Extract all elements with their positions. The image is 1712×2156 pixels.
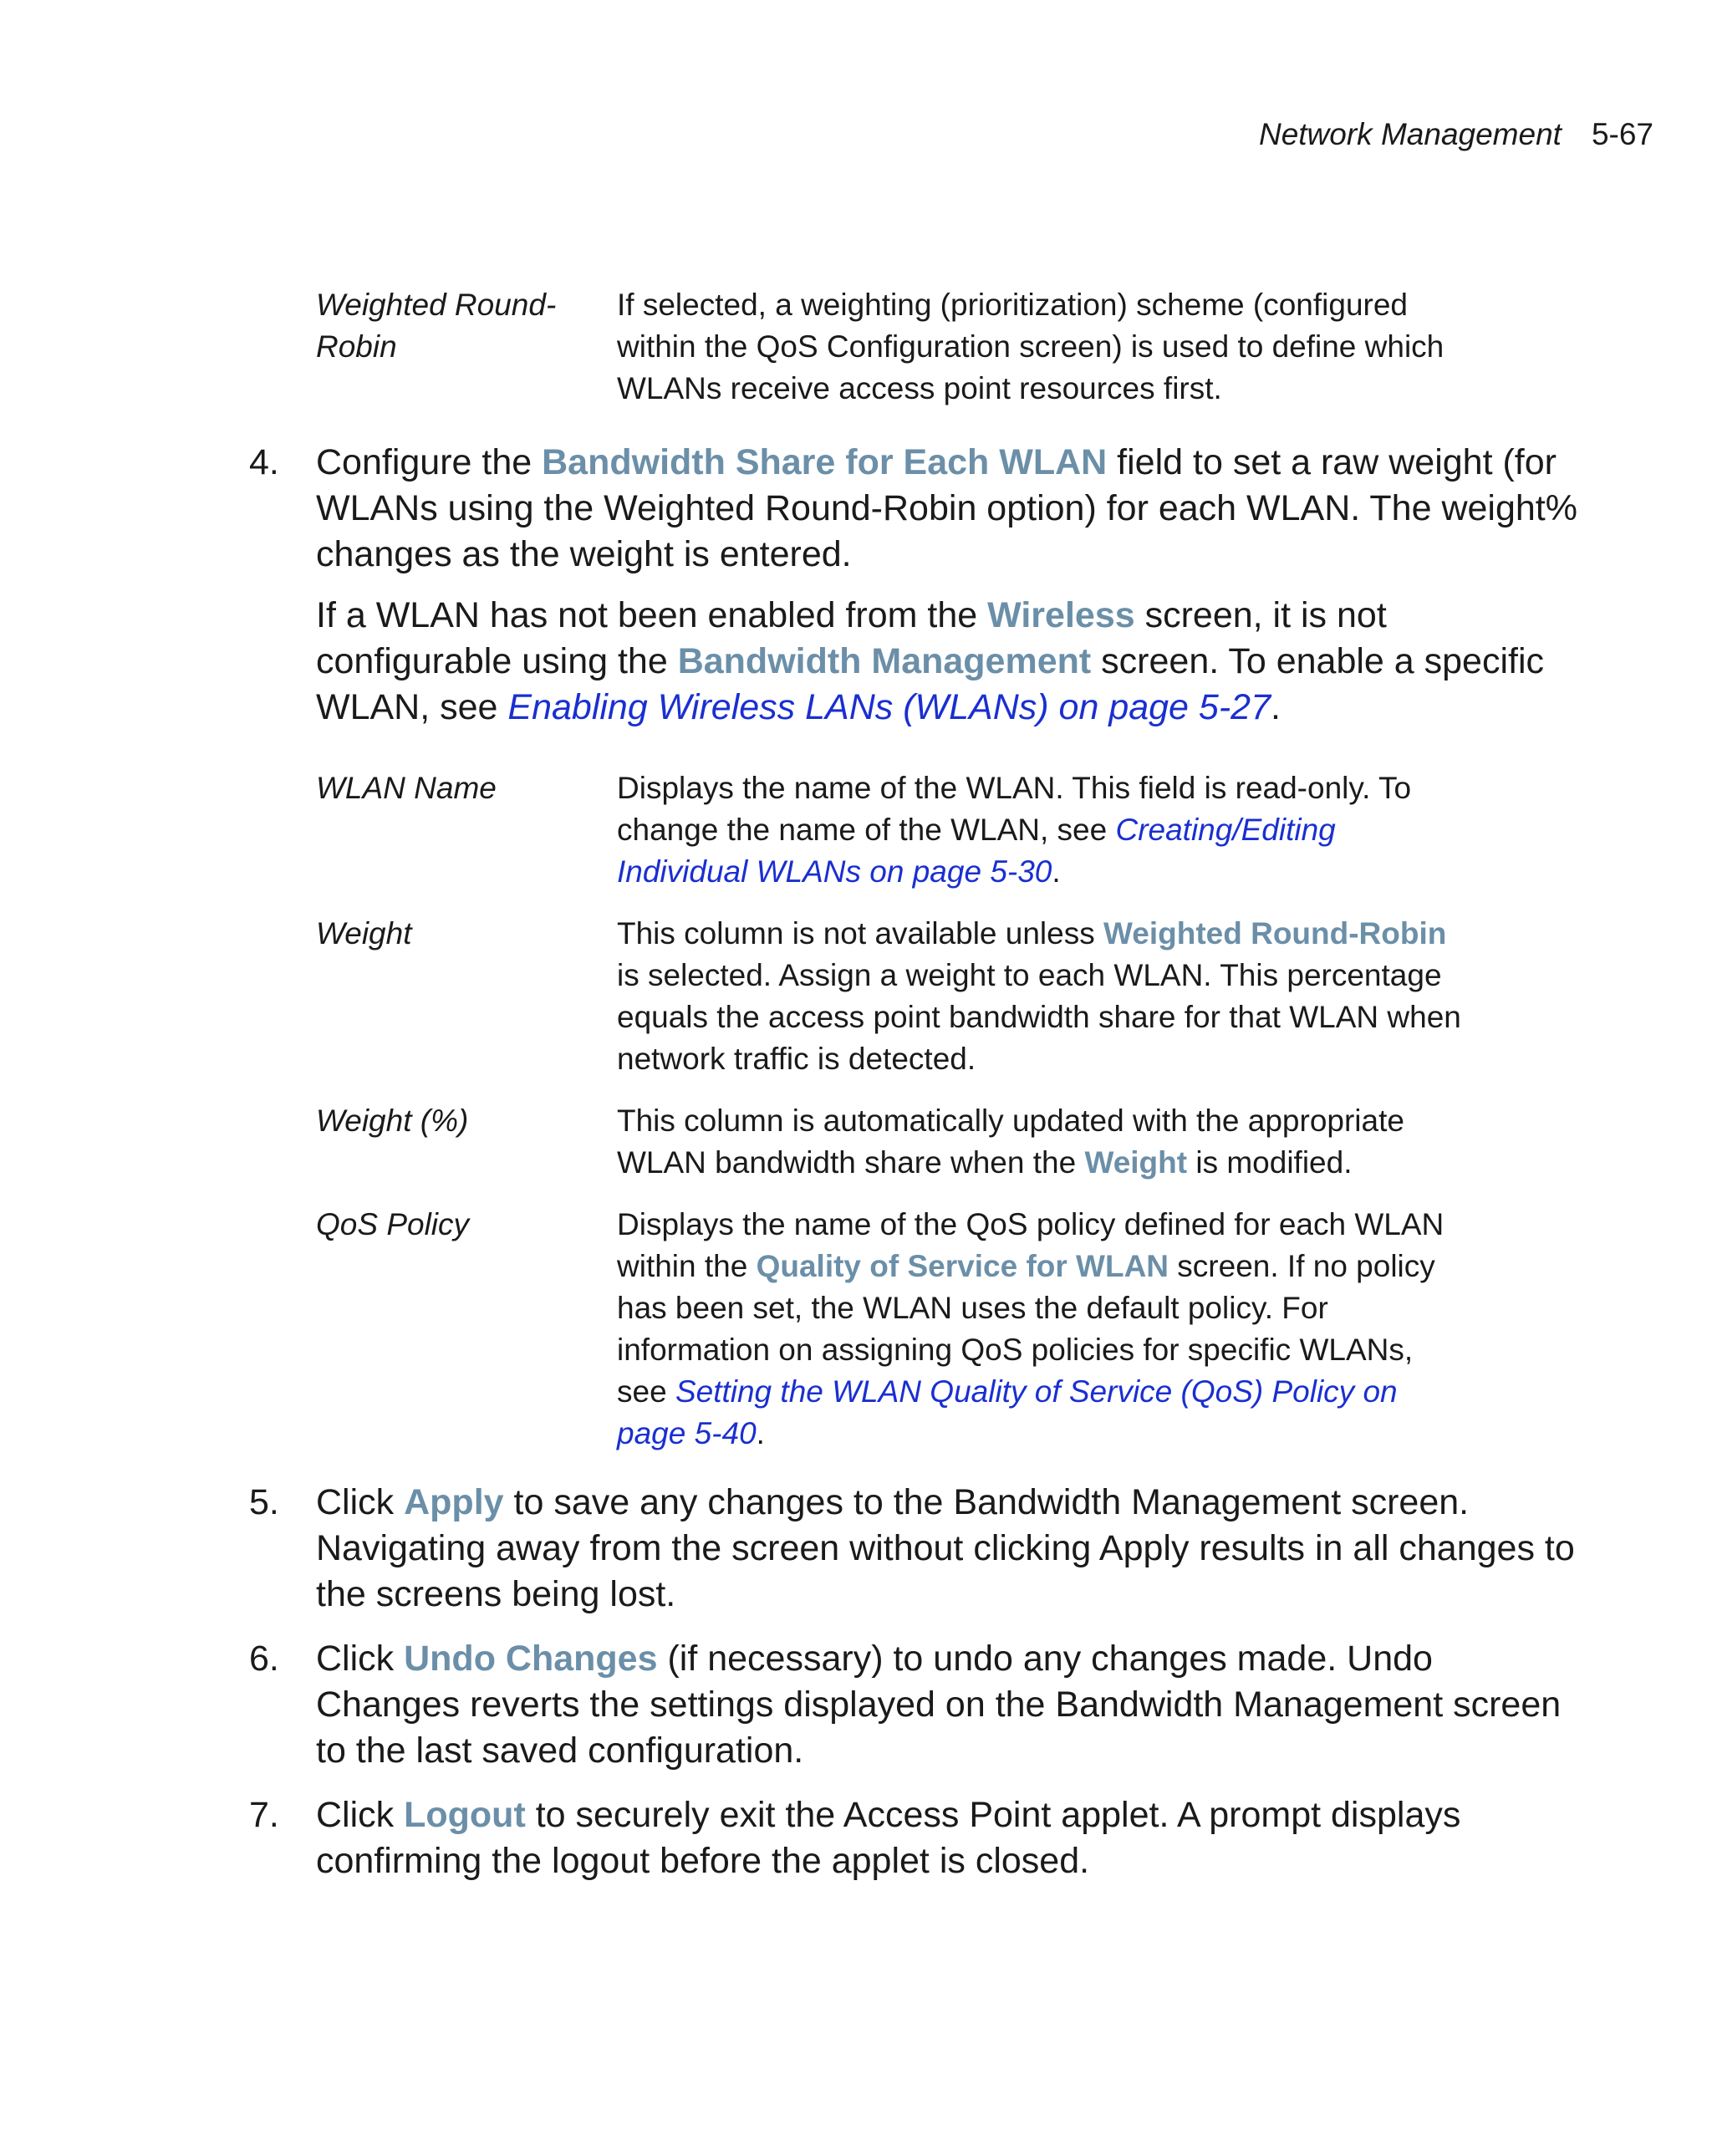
step-number: 4. bbox=[249, 442, 279, 482]
definition-table-top bbox=[316, 284, 1486, 410]
text: This column is not available unless bbox=[617, 916, 1104, 951]
step-6 bbox=[249, 1636, 1578, 1774]
option-name: Weighted Round-Robin bbox=[1103, 916, 1447, 951]
definition-row bbox=[316, 284, 1486, 410]
definition-row-weight-percent bbox=[316, 1100, 1486, 1184]
step-paragraph bbox=[316, 1636, 1578, 1774]
step-5 bbox=[249, 1480, 1578, 1618]
definition-description bbox=[617, 767, 1470, 893]
step-body bbox=[316, 1636, 1578, 1774]
field-name: Bandwidth Share for Each WLAN bbox=[542, 442, 1108, 482]
section-title: Network Management bbox=[1258, 117, 1562, 151]
definition-table-wlan bbox=[316, 767, 1486, 1455]
text: . bbox=[1270, 687, 1281, 727]
step-paragraph bbox=[316, 1792, 1578, 1884]
step-paragraph bbox=[316, 1480, 1578, 1618]
step-body bbox=[316, 1792, 1578, 1884]
screen-name: Quality of Service for WLAN bbox=[756, 1249, 1169, 1283]
definition-description bbox=[617, 913, 1470, 1080]
step-number: 5. bbox=[249, 1482, 279, 1522]
page-content bbox=[249, 284, 1578, 1884]
text: Configure the bbox=[316, 442, 543, 482]
page-number: 5-67 bbox=[1591, 117, 1653, 151]
cross-reference-link[interactable]: Creating/Editing Individual WLANs on page 5-30 bbox=[617, 813, 1336, 889]
definition-description bbox=[617, 1204, 1470, 1455]
text: This column is automatically updated with the appropriate WLAN bandwidth share when the bbox=[617, 1103, 1404, 1180]
text: Displays the name of the QoS policy defined for each WLAN within the bbox=[617, 1207, 1444, 1283]
text: Click bbox=[316, 1482, 405, 1522]
text: screen. If no policy has been set, the WLAN uses the default policy. For information on assigning QoS policies for specific WLANs, see bbox=[617, 1249, 1435, 1409]
apply-button-ref: Apply bbox=[404, 1482, 504, 1522]
definition-term: Weight (%) bbox=[316, 1103, 469, 1138]
text: field to set a raw weight (for WLANs using the Weighted Round-Robin option) for each WLAN. The weight% changes as the weight is entered. bbox=[316, 442, 1577, 574]
step-number: 6. bbox=[249, 1639, 279, 1679]
text: If a WLAN has not been enabled from the bbox=[316, 595, 988, 635]
step-body bbox=[316, 1480, 1578, 1618]
text: . bbox=[756, 1416, 765, 1450]
definition-row-qos-policy bbox=[316, 1204, 1486, 1455]
text: is modified. bbox=[1187, 1145, 1353, 1180]
step-paragraph bbox=[316, 440, 1578, 578]
step-7 bbox=[249, 1792, 1578, 1884]
screen-name: Wireless bbox=[987, 595, 1135, 635]
text: to securely exit the Access Point applet. A prompt displays confirming the logout before the applet is closed. bbox=[316, 1795, 1461, 1881]
definition-term: QoS Policy bbox=[316, 1207, 470, 1241]
definition-row-wlan-name bbox=[316, 767, 1486, 893]
text: is selected. Assign a weight to each WLAN. This percentage equals the access point bandwidth share for that WLAN when network traffic is detected. bbox=[617, 958, 1461, 1076]
text: Click bbox=[316, 1639, 405, 1679]
definition-row-weight bbox=[316, 913, 1486, 1080]
text: screen, it is not configurable using the bbox=[316, 595, 1387, 681]
definition-description: If selected, a weighting (prioritization) scheme (configured within the QoS Configuration screen) is used to define which WLANs receive access point resources first. bbox=[617, 288, 1444, 405]
step-body bbox=[316, 440, 1578, 731]
step-4 bbox=[249, 440, 1578, 731]
definition-description bbox=[617, 1100, 1470, 1184]
logout-button-ref: Logout bbox=[404, 1795, 526, 1835]
cross-reference-link[interactable]: Setting the WLAN Quality of Service (QoS) Policy on page 5-40 bbox=[617, 1374, 1398, 1450]
step-paragraph bbox=[316, 593, 1578, 731]
field-name: Weight bbox=[1084, 1145, 1188, 1180]
text: (if necessary) to undo any changes made. Undo Changes reverts the settings displayed on the Bandwidth Management screen to the last saved configuration. bbox=[316, 1639, 1562, 1771]
text: to save any changes to the Bandwidth Management screen. Navigating away from the screen without clicking Apply results in all changes to the screens being lost. bbox=[316, 1482, 1575, 1614]
undo-changes-button-ref: Undo Changes bbox=[404, 1639, 658, 1679]
step-number: 7. bbox=[249, 1795, 279, 1835]
text: screen. To enable a specific WLAN, see bbox=[316, 641, 1545, 727]
text: Click bbox=[316, 1795, 405, 1835]
cross-reference-link[interactable]: Enabling Wireless LANs (WLANs) on page 5-27 bbox=[507, 687, 1271, 727]
definition-term: Weight bbox=[316, 916, 412, 951]
screen-name: Bandwidth Management bbox=[677, 641, 1092, 681]
text: Displays the name of the WLAN. This field is read-only. To change the name of the WLAN, see bbox=[617, 771, 1412, 847]
definition-term: Weighted Round-Robin bbox=[316, 288, 557, 364]
definition-term: WLAN Name bbox=[316, 771, 497, 805]
text: . bbox=[1052, 854, 1061, 889]
page-header bbox=[1259, 117, 1653, 152]
